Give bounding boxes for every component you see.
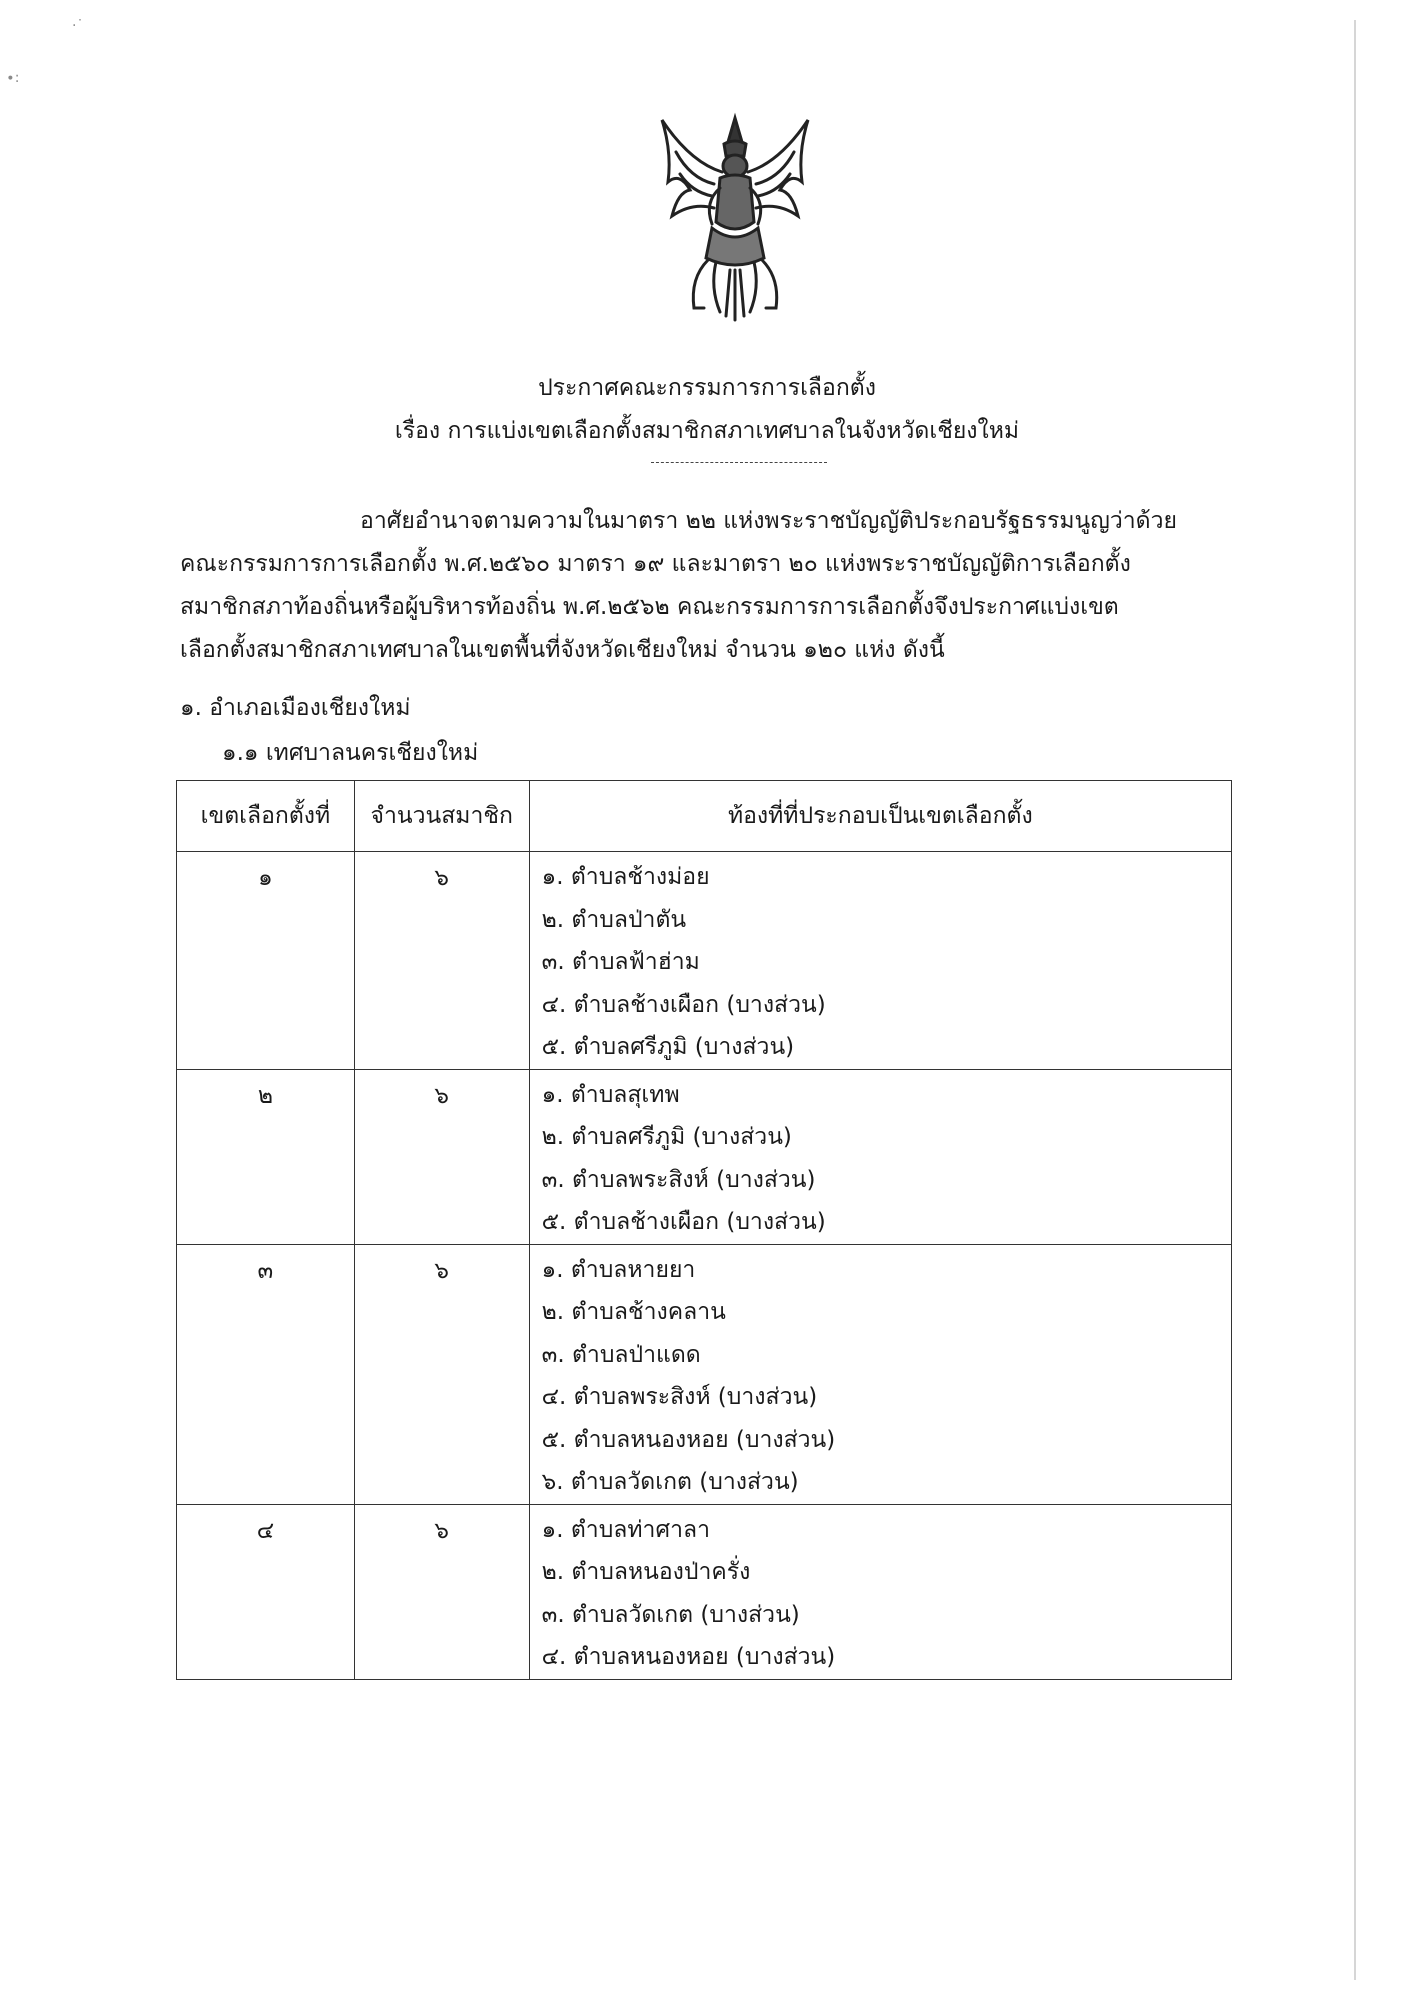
member-count: ๖ [354,852,529,1070]
place-item: ๓. ตำบลวัดเกต (บางส่วน) [541,1601,800,1628]
district-table [176,780,1232,1680]
place-item: ๓. ตำบลฟ้าฮ่าม [541,949,700,975]
preamble-paragraph [180,500,1240,672]
place-item: ๒. ตำบลช้างคลาน [541,1299,726,1325]
preamble-line: สมาชิกสภาท้องถิ่นหรือผู้บริหารท้องถิ่น พ.ศ.๒๕๖๒ คณะกรรมการการเลือกตั้งจึงประกาศแบ่งเขต [180,594,1119,620]
place-list [529,1504,1231,1679]
place-item: ๕. ตำบลช้างเผือก (บางส่วน) [541,1209,826,1235]
district-number: ๔ [177,1504,355,1679]
table-header-row [177,781,1232,852]
place-item: ๓. ตำบลพระสิงห์ (บางส่วน) [541,1166,816,1193]
place-item: ๔. ตำบลช้างเผือก (บางส่วน) [541,991,826,1018]
garuda-emblem-icon [650,112,820,324]
place-item: ๕. ตำบลศรีภูมิ (บางส่วน) [541,1034,795,1060]
place-list [529,852,1231,1070]
preamble-line: คณะกรรมการการเลือกตั้ง พ.ศ.๒๕๖๐ มาตรา ๑๙ และมาตรา ๒๐ แห่งพระราชบัญญัติการเลือกตั้ง [180,551,1131,577]
table-row [177,1504,1232,1679]
subsection-heading: ๑.๑ เทศบาลนครเชียงใหม่ [222,740,479,766]
scan-speck: ·˙ [72,18,84,34]
place-item: ๑. ตำบลท่าศาลา [541,1516,710,1543]
title-divider [651,462,827,463]
place-item: ๑. ตำบลหายยา [541,1256,696,1283]
member-count: ๖ [354,1504,529,1679]
district-number: ๑ [177,852,355,1070]
member-count: ๖ [354,1244,529,1504]
district-number: ๓ [177,1244,355,1504]
place-item: ๒. ตำบลศรีภูมิ (บางส่วน) [541,1124,792,1150]
place-item: ๒. ตำบลหนองป่าครั่ง [541,1559,751,1585]
place-list [529,1069,1231,1244]
preamble-line: อาศัยอำนาจตามความในมาตรา ๒๒ แห่งพระราชบัญญัติประกอบรัฐธรรมนูญว่าด้วย [360,508,1177,534]
header-district: เขตเลือกตั้งที่ [177,781,355,852]
section-heading: ๑. อำเภอเมืองเชียงใหม่ [180,695,411,721]
place-item: ๑. ตำบลช้างม่อย [541,864,710,890]
announcement-title: ประกาศคณะกรรมการการเลือกตั้ง [538,375,876,401]
scan-edge-line [1354,20,1356,1980]
preamble-line: เลือกตั้งสมาชิกสภาเทศบาลในเขตพื้นที่จังหวัดเชียงใหม่ จำนวน ๑๒๐ แห่ง ดังนี้ [180,637,945,663]
place-item: ๕. ตำบลหนองหอย (บางส่วน) [541,1426,836,1453]
header-members: จำนวนสมาชิก [354,781,529,852]
table-row [177,1244,1232,1504]
place-item: ๑. ตำบลสุเทพ [541,1081,680,1108]
scan-speck: ∙: [6,70,20,86]
header-places: ท้องที่ที่ประกอบเป็นเขตเลือกตั้ง [529,781,1231,852]
member-count: ๖ [354,1069,529,1244]
place-list [529,1244,1231,1504]
place-item: ๔. ตำบลพระสิงห์ (บางส่วน) [541,1384,818,1410]
announcement-subject: เรื่อง การแบ่งเขตเลือกตั้งสมาชิกสภาเทศบาลในจังหวัดเชียงใหม่ [394,418,1020,444]
place-item: ๔. ตำบลหนองหอย (บางส่วน) [541,1644,836,1670]
table-row [177,852,1232,1070]
district-number: ๒ [177,1069,355,1244]
table-row [177,1069,1232,1244]
place-item: ๖. ตำบลวัดเกต (บางส่วน) [541,1469,799,1495]
place-item: ๓. ตำบลป่าแดด [541,1341,701,1368]
place-item: ๒. ตำบลป่าตัน [541,906,687,933]
